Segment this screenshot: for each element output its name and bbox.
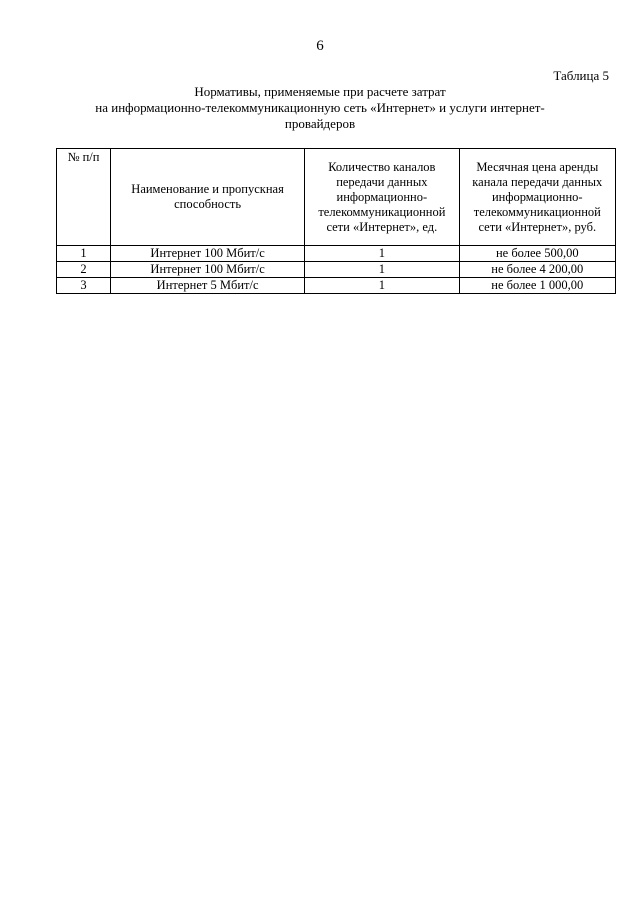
cell-price: не более 1 000,00	[459, 278, 615, 294]
cell-name: Интернет 100 Мбит/с	[111, 246, 305, 262]
norms-table	[56, 148, 616, 294]
cell-num: 1	[57, 246, 111, 262]
header-num: № п/п	[57, 149, 111, 246]
cell-name: Интернет 100 Мбит/с	[111, 262, 305, 278]
table-label: Таблица 5	[553, 68, 609, 83]
table-title-line: провайдеров	[284, 116, 356, 131]
cell-num: 3	[57, 278, 111, 294]
header-price: Месячная цена аренды канала передачи данных информационно-телекоммуникационной сети «Интернет», руб.	[459, 149, 615, 246]
header-name: Наименование и пропускная способность	[111, 149, 305, 246]
table-row	[57, 262, 616, 278]
cell-name: Интернет 5 Мбит/с	[111, 278, 305, 294]
table-row	[57, 246, 616, 262]
cell-price: не более 500,00	[459, 246, 615, 262]
cell-channels: 1	[305, 246, 459, 262]
table-header-row	[57, 149, 616, 246]
cell-price: не более 4 200,00	[459, 262, 615, 278]
table-title-line: на информационно-телекоммуникационную сеть «Интернет» и услуги интернет-	[95, 100, 545, 115]
cell-channels: 1	[305, 262, 459, 278]
table-title-line: Нормативы, применяемые при расчете затрат	[194, 84, 446, 99]
header-channels: Количество каналов передачи данных информационно-телекоммуникационной сети «Интернет», ед.	[305, 149, 459, 246]
cell-channels: 1	[305, 278, 459, 294]
table-row	[57, 278, 616, 294]
page-number: 6	[316, 38, 324, 54]
cell-num: 2	[57, 262, 111, 278]
table-title	[60, 84, 580, 132]
